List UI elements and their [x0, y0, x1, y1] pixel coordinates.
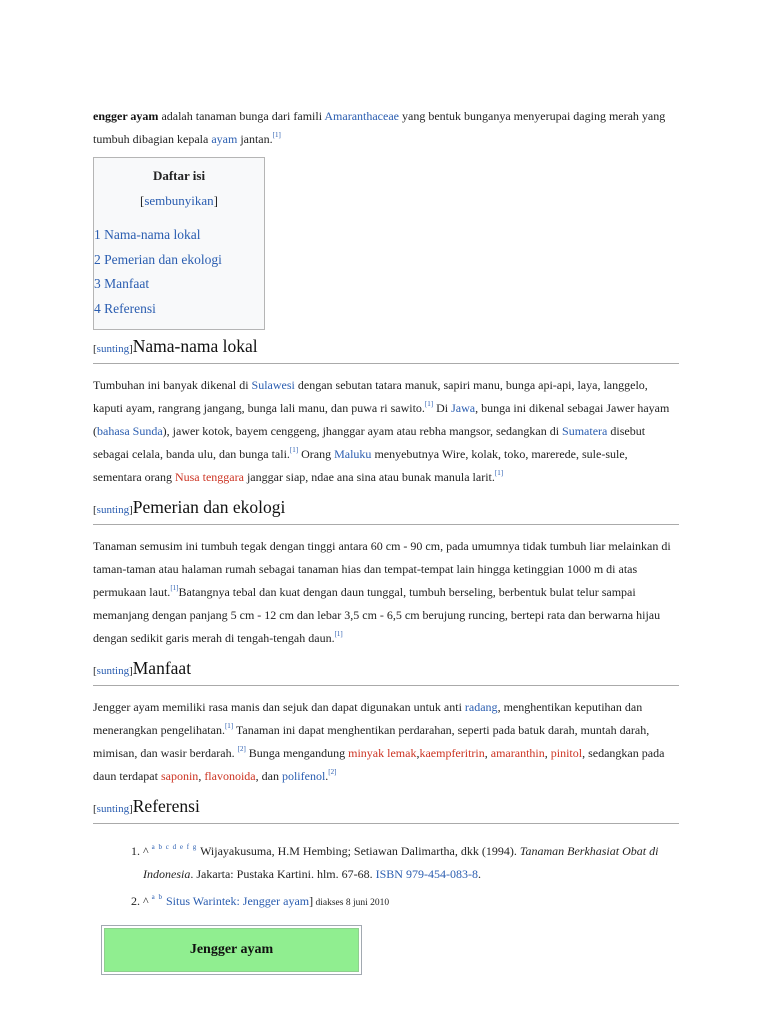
link-amaranthaceae[interactable]: Amaranthaceae [324, 109, 399, 123]
paragraph-text: menyebutnya Wire, kolak, toko, marerede, sule-sule, sementara orang [93, 447, 628, 484]
ref-marker[interactable]: [1] [424, 400, 434, 408]
link-maluku[interactable]: Maluku [334, 447, 372, 461]
paragraph-text: , bunga ini dikenal sebagai Jawer hayam ( [93, 401, 670, 438]
link-sulawesi[interactable]: Sulawesi [251, 378, 295, 392]
section-paragraph [93, 535, 679, 650]
paragraph-text: , sedangkan pada daun terdapat [93, 746, 665, 783]
link-polifenol[interactable]: polifenol [281, 769, 326, 783]
warintek-link[interactable]: Situs Warintek: Jengger ayam [166, 894, 310, 908]
paragraph-text: , menghentikan keputihan dan menerangkan pengelihatan. [93, 700, 643, 737]
link-ayam[interactable]: ayam [211, 132, 238, 146]
reference-title: Tanaman Berkhasiat Obat di Indonesia [143, 844, 659, 881]
paragraph-text: ), jawer kotok, bayem cenggeng, jhanggar ayam atau rebha mangsor, sedangkan di [162, 424, 563, 438]
section-pemerian [93, 495, 679, 650]
redlink-saponin[interactable]: saponin [160, 769, 199, 783]
infobox [101, 925, 362, 975]
edit-link[interactable]: [sunting] [93, 665, 133, 677]
reference-text: ] [309, 894, 314, 908]
ref-marker[interactable]: [2] [237, 745, 246, 753]
edit-label[interactable]: sunting [96, 504, 130, 516]
paragraph-text: Di [433, 401, 452, 415]
paragraph-text: janggar siap, ndae ana sina atau bunak manula larit. [243, 470, 495, 484]
paragraph-text: , [544, 746, 551, 760]
article-body [93, 105, 679, 921]
intro-bold-term: engger ayam [93, 109, 159, 123]
intro-text: jantan. [237, 132, 273, 146]
reference-text: . Jakarta: Pustaka Kartini. hlm. 67-68. [190, 867, 376, 881]
redlink-kaempferitrin[interactable]: kaempferitrin [419, 746, 485, 760]
paragraph-text: Tanaman semusim ini tumbuh tegak dengan tinggi antara 60 cm - 90 cm, pada umumnya tidak tumbuh liar melainkan di taman-taman atau halaman rumah sebagai tanaman hias dan tempat-tempat lain hingga ketinggian 1000 m di atas permukaan laut. [93, 539, 671, 599]
toc-item-pemerian[interactable]: 2 Pemerian dan ekologi [94, 251, 222, 267]
intro-text: adalah tanaman bunga dari famili [158, 109, 325, 123]
paragraph-text: disebut sebagai celala, banda ulu, dan bunga tali. [93, 424, 646, 461]
access-date: diakses 8 juni 2010 [313, 898, 390, 908]
link-sumatera[interactable]: Sumatera [562, 424, 608, 438]
section-heading [93, 495, 679, 525]
paragraph-text: . [325, 769, 329, 783]
reference-item [143, 886, 679, 915]
backlink-caret[interactable]: ^ [143, 894, 149, 908]
toc-item-manfaat[interactable]: 3 Manfaat [94, 276, 150, 291]
paragraph-text: Tumbuhan ini banyak dikenal di [93, 378, 252, 392]
section-nama-lokal [93, 334, 679, 489]
toc-item-referensi[interactable]: 4 Referensi [94, 300, 156, 316]
backlink-letters[interactable]: a b [151, 893, 163, 901]
paragraph-text: Orang [298, 447, 335, 461]
infobox-title: Jengger ayam [104, 928, 359, 972]
section-title: Pemerian dan ekologi [132, 497, 286, 517]
intro-text: yang bentuk bunganya menyerupai daging merah yang tumbuh dibagian kepala [93, 109, 666, 146]
paragraph-text: , [484, 746, 491, 760]
toc-bracket: [ [139, 193, 145, 208]
section-paragraph [93, 696, 679, 788]
section-title: Manfaat [132, 658, 192, 678]
toc-bracket: ] [213, 193, 218, 208]
intro-paragraph [93, 105, 679, 151]
link-jawa[interactable]: Jawa [451, 401, 476, 415]
reference-text: . [477, 867, 481, 881]
edit-label[interactable]: sunting [96, 803, 130, 815]
section-paragraph [93, 374, 679, 489]
link-radang[interactable]: radang [464, 700, 498, 714]
ref-marker[interactable]: [1] [224, 722, 234, 730]
section-title: Nama-nama lokal [132, 336, 258, 356]
paragraph-text: , dan [255, 769, 282, 783]
redlink-minyak-lemak[interactable]: minyak lemak [348, 746, 417, 760]
reference-list [93, 836, 679, 915]
paragraph-text: Tanaman ini dapat menghentikan perdarahan, seperti pada batuk darah, muntah darah, mimisan, dan wasir berdarah. [93, 723, 650, 760]
paragraph-text: , [198, 769, 205, 783]
paragraph-text: Batangnya tebal dan kuat dengan daun tunggal, tumbuh berseling, berbentuk bulat telur sampai memanjang dengan panjang 5 cm - 12 cm dan lebar 3,5 cm - 6,5 cm berujung runcing, bertepi rata dan berwarna hijau dengan sedikit garis merah di tengah-tengah daun. [93, 585, 661, 645]
ref-marker[interactable]: [1] [289, 446, 299, 454]
toc-toggle [94, 191, 264, 211]
toc-item-nama-lokal[interactable]: 1 Nama-nama lokal [94, 227, 201, 242]
backlink-caret[interactable]: ^ [143, 844, 149, 858]
section-title: Referensi [132, 796, 200, 816]
ref-marker[interactable]: [1] [494, 469, 504, 477]
toc-list [94, 223, 264, 321]
section-heading [93, 656, 679, 686]
ref-marker[interactable]: [1] [272, 131, 281, 139]
reference-text: Wijayakusuma, H.M Hembing; Setiawan Dalimartha, dkk (1994). [197, 844, 520, 858]
section-referensi [93, 794, 679, 915]
edit-link[interactable]: [sunting] [93, 504, 133, 516]
backlink-letters[interactable]: a b c d e f g [151, 843, 198, 851]
ref-marker[interactable]: [1] [170, 584, 179, 592]
edit-link[interactable]: [sunting] [93, 343, 133, 355]
redlink-flavonoida[interactable]: flavonoida [204, 769, 256, 783]
ref-marker[interactable]: [1] [334, 630, 343, 638]
isbn-link[interactable]: ISBN 979-454-083-8 [375, 867, 478, 881]
redlink-amaranthin[interactable]: amaranthin [490, 746, 545, 760]
paragraph-text: , [416, 746, 420, 760]
ref-marker[interactable]: [2] [328, 768, 337, 776]
edit-label[interactable]: sunting [96, 343, 130, 355]
section-heading [93, 794, 679, 824]
redlink-nusa-tenggara[interactable]: Nusa tenggara [174, 470, 244, 484]
paragraph-text: Jengger ayam memiliki rasa manis dan sejuk dan dapat digunakan untuk anti [93, 700, 465, 714]
section-manfaat [93, 656, 679, 788]
edit-label[interactable]: sunting [96, 665, 130, 677]
link-bahasa-sunda[interactable]: bahasa Sunda [97, 424, 163, 438]
table-of-contents [93, 157, 265, 330]
paragraph-text: dengan sebutan tatara manuk, sapiri manu, bunga api-api, laya, langgelo, kaputi ayam, rangrang jangang, bunga lali manu, dan puwa ri sawito. [93, 378, 648, 415]
reference-item [143, 836, 679, 886]
redlink-pinitol[interactable]: pinitol [550, 746, 583, 760]
edit-link[interactable]: [sunting] [93, 803, 133, 815]
toc-title: Daftar isi [152, 168, 206, 183]
paragraph-text: Bunga mengandung [245, 746, 349, 760]
toc-hide-link[interactable]: sembunyikan [144, 193, 214, 208]
section-heading [93, 334, 679, 364]
